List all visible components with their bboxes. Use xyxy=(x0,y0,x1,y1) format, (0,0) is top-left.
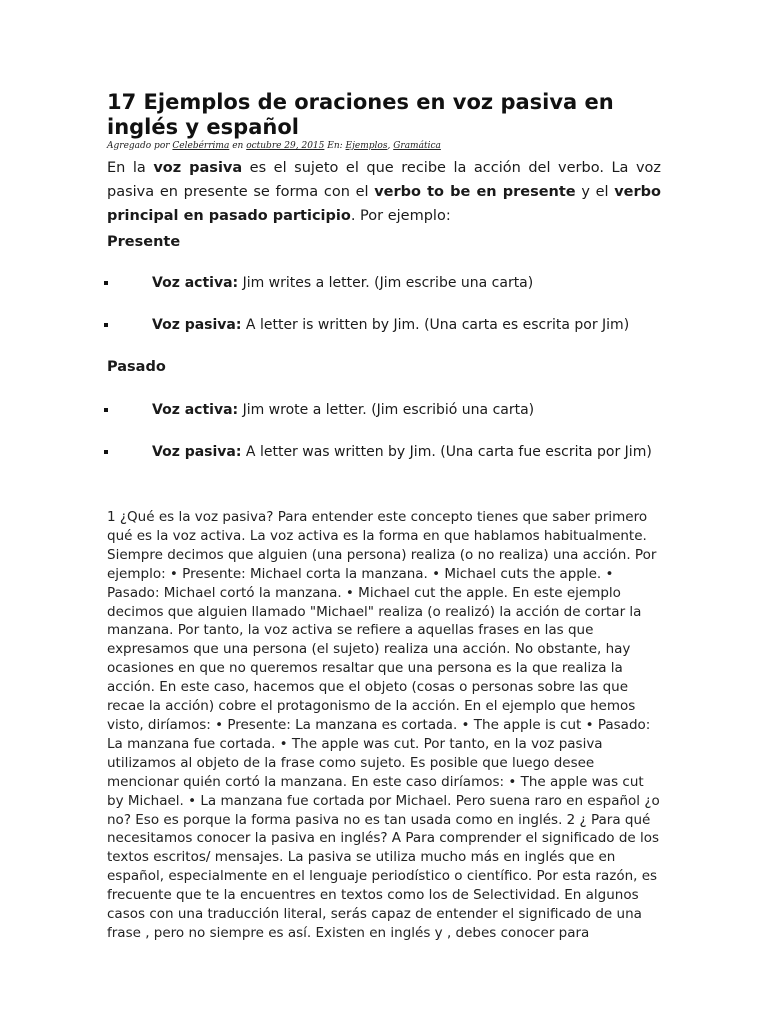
list-item-body: Jim writes a letter. (Jim escribe una carta) xyxy=(238,275,534,291)
intro-bold-verbo-principal: verbo principal en pasado participio xyxy=(107,184,661,224)
list-item-label: Voz activa: xyxy=(152,275,239,291)
list-item-text xyxy=(152,442,652,462)
page-title: 17 Ejemplos de oraciones en voz pasiva en inglés y español xyxy=(107,90,614,139)
list-item-label: Voz pasiva: xyxy=(152,317,242,333)
byline-added-by: Agregado por xyxy=(107,141,170,151)
body-paragraph: 1 ¿Qué es la voz pasiva? Para entender este concepto tienes que saber primero qué es la voz activa. La voz activa es la forma en que hablamos habitualmente. Siempre decimos que alguien (una persona) realiza (o no realiza) una acción. Por ejemplo: • Presente: Michael corta la manzana. • Michael cuts the apple. • Pasado: Michael cortó la manzana. • Michael cut the apple. En este ejemplo decimos que alguien llamado "Michael" realiza (o realizó) la acción de cortar la manzana. Por tanto, la voz activa se refiere a aquellas frases en las que expresamos que una persona (el sujeto) realiza una acción. No obstante, hay ocasiones en que no queremos resaltar que una persona es la que realiza la acción. En este caso, hacemos que el objeto (cosas o personas sobre las que recae la acción) cobre el protagonismo de la acción. En el ejemplo que hemos visto, diríamos: • Presente: La manzana es cortada. • The apple is cut • Pasado: La manzana fue cortada. • The apple was cut. Por tanto, en la voz pasiva utilizamos al objeto de la frase como sujeto. Es posible que luego desee mencionar quién cortó la manzana. En este caso diríamos: • The apple was cut by Michael. • La manzana fue cortada por Michael. Pero suena raro en español ¿o no? Eso es porque la forma pasiva no es tan usada como en inglés. 2 ¿ Para qué necesitamos conocer la pasiva en inglés? A Para comprender el significado de los textos escritos/ mensajes. La pasiva se utiliza mucho más en inglés que en español, especialmente en el lenguaje periodístico o científico. Por esta razón, es frecuente que te la encuentres en textos como los de Selectividad. En algunos casos con una traducción literal, serás capaz de entender el significado de una frase , pero no siempre es así. Existen en inglés y , debes conocer para xyxy=(107,509,660,941)
bullet-icon xyxy=(104,408,108,412)
list-item-label: Voz pasiva: xyxy=(152,444,242,460)
intro-bold-verbo-to-be: verbo to be en presente xyxy=(374,184,576,200)
byline-date-prefix: en xyxy=(232,141,244,151)
category-link-gramatica[interactable]: Gramática xyxy=(393,141,441,151)
date-link[interactable]: octubre 29, 2015 xyxy=(246,141,325,151)
list-item xyxy=(0,273,768,293)
intro-text-4: . Por ejemplo: xyxy=(350,208,451,224)
section-heading-presente: Presente xyxy=(107,234,181,250)
list-item xyxy=(0,400,768,420)
byline-category-prefix: En: xyxy=(327,141,343,151)
list-item-body: A letter was written by Jim. (Una carta fue escrita por Jim) xyxy=(241,444,652,460)
bullet-icon xyxy=(104,323,108,327)
intro-paragraph xyxy=(107,156,661,228)
bullet-icon xyxy=(104,281,108,285)
list-item xyxy=(0,315,768,335)
byline xyxy=(107,140,441,152)
intro-bold-voz-pasiva: voz pasiva xyxy=(153,160,243,176)
list-item-body: A letter is written by Jim. (Una carta es escrita por Jim) xyxy=(241,317,630,333)
category-link-ejemplos[interactable]: Ejemplos xyxy=(345,141,388,151)
byline-separator: , xyxy=(387,141,391,151)
list-item xyxy=(0,442,768,462)
list-item-text xyxy=(152,315,629,335)
list-item-body: Jim wrote a letter. (Jim escribió una carta) xyxy=(238,402,535,418)
list-item-text xyxy=(152,273,533,293)
bullet-icon xyxy=(104,450,108,454)
list-item-label: Voz activa: xyxy=(152,402,239,418)
intro-text-2: es el sujeto el que recibe la acción del verbo. La voz pasiva en presente se forma con el xyxy=(107,160,662,200)
intro-text-1: En la xyxy=(107,160,154,176)
section-heading-pasado: Pasado xyxy=(107,359,166,375)
intro-text-3: y el xyxy=(575,184,615,200)
list-item-text xyxy=(152,400,534,420)
author-link[interactable]: Celebérrima xyxy=(172,141,230,151)
